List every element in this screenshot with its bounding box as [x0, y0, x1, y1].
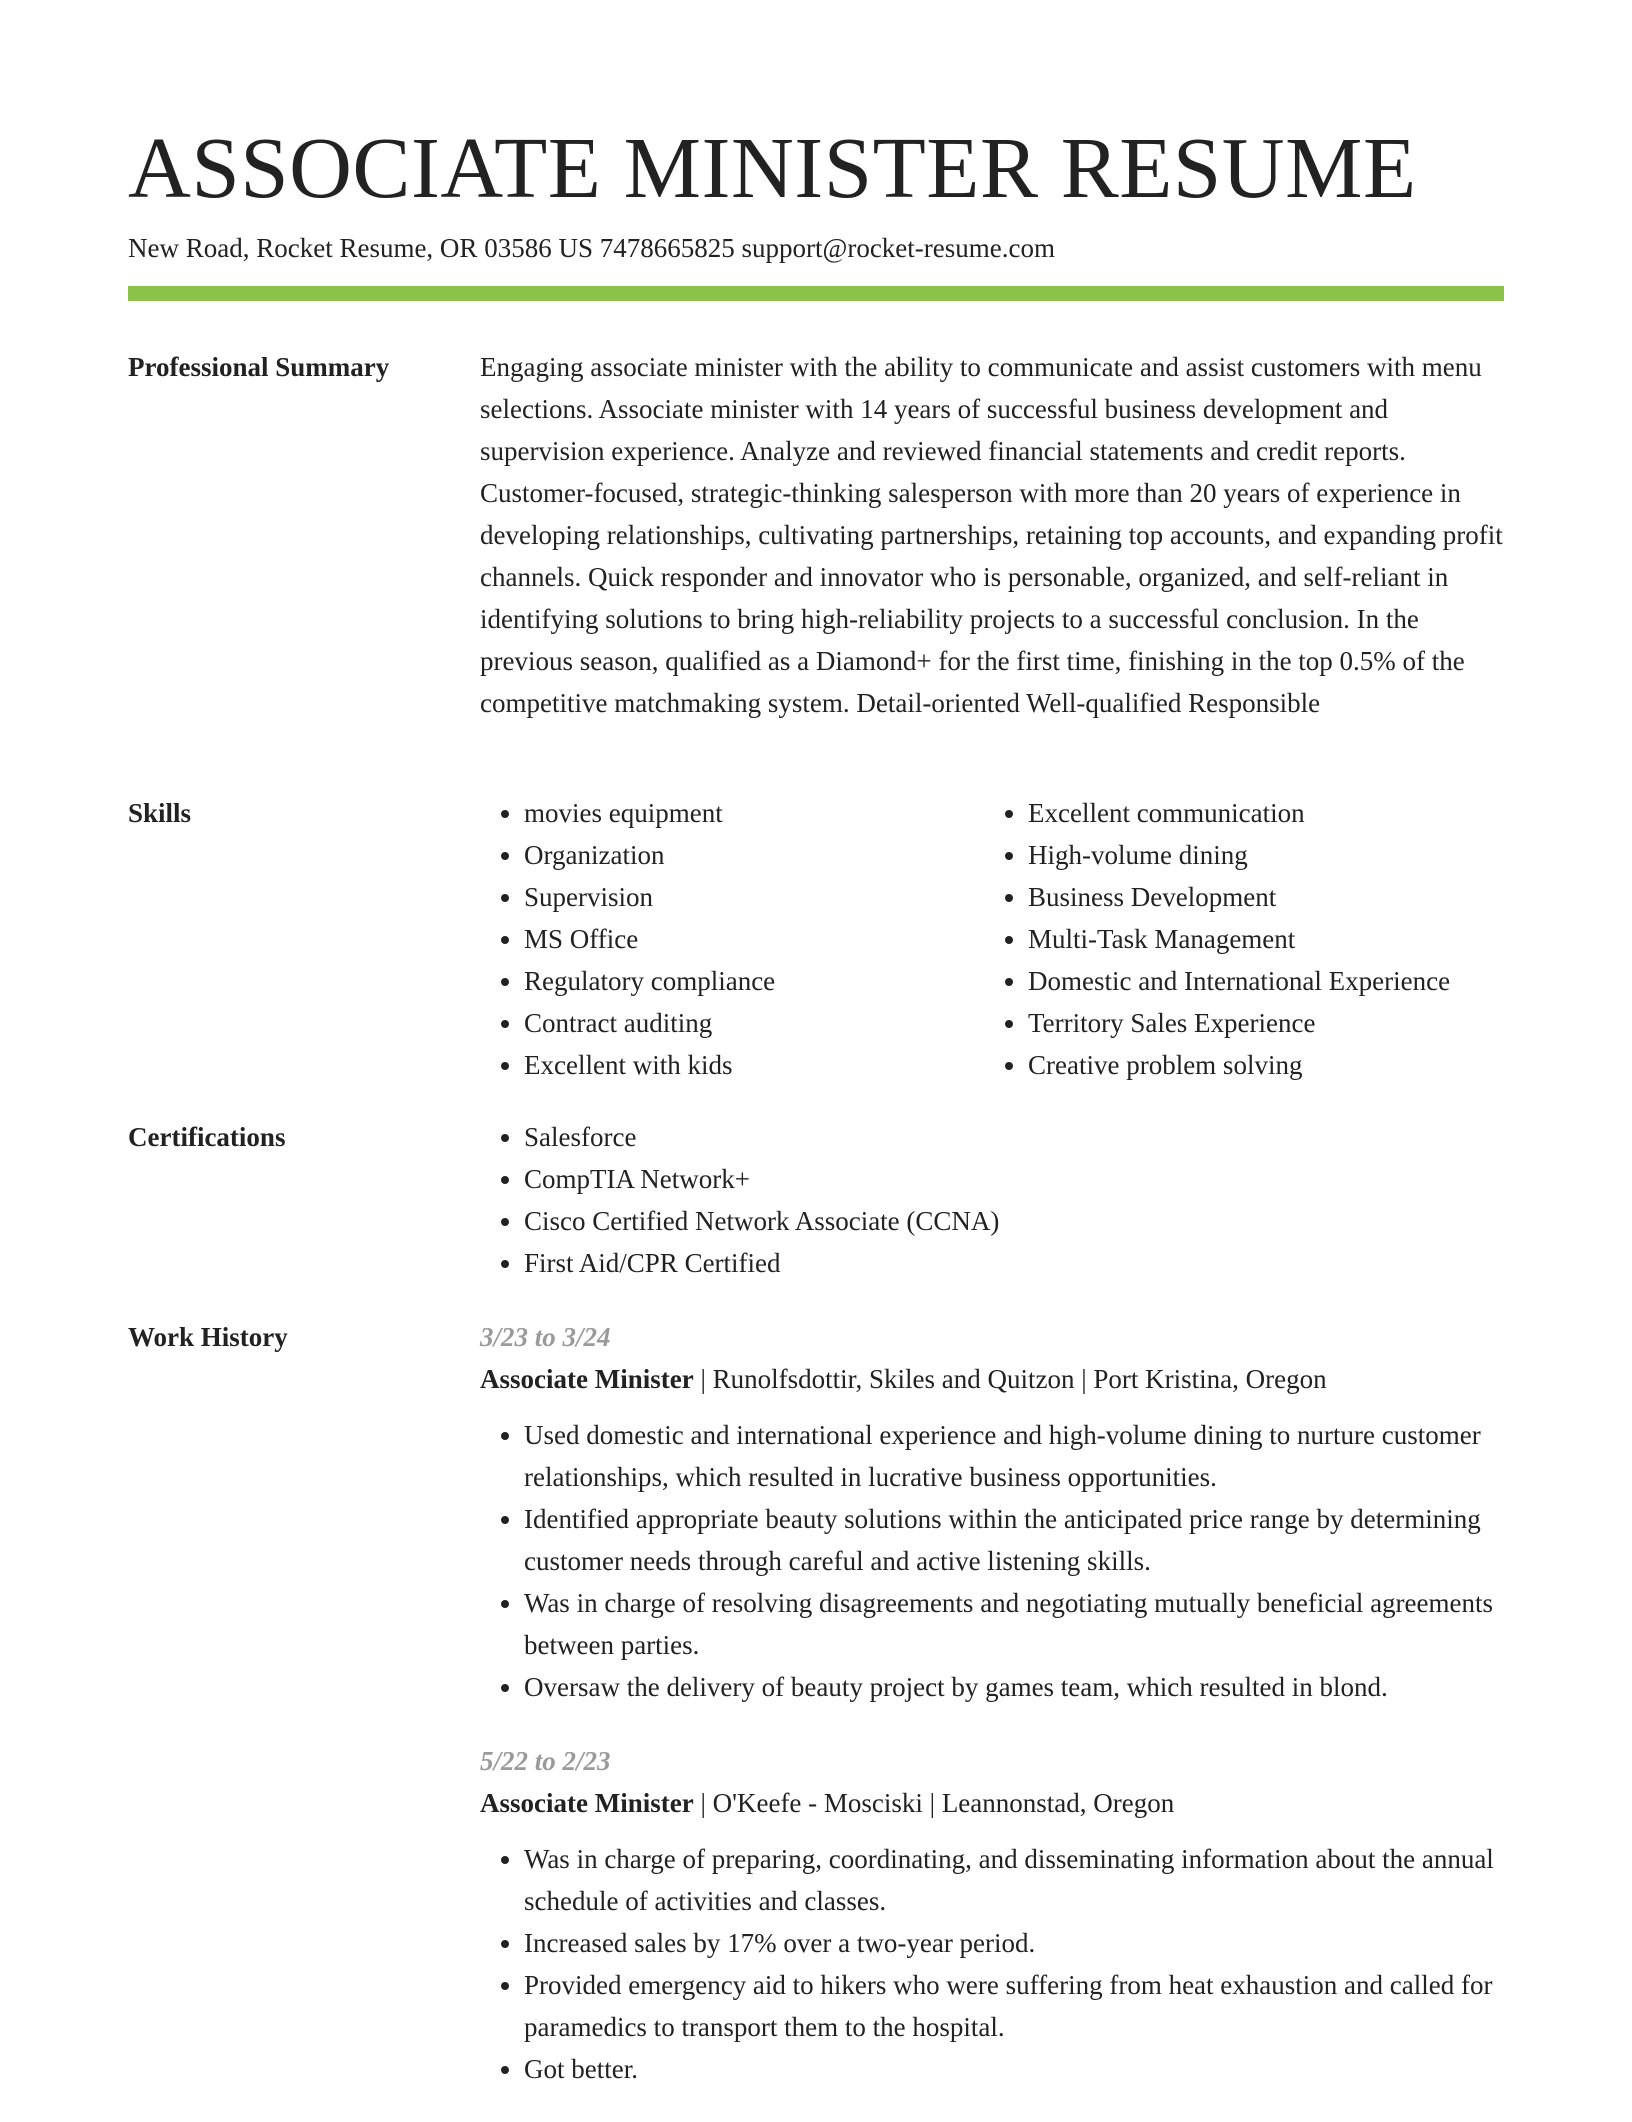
skill-item: • Excellent with kids	[524, 1044, 984, 1086]
job-bullet: • Increased sales by 17% over a two-year period.	[524, 1922, 1504, 1964]
skill-item: • Domestic and International Experience	[1028, 960, 1488, 1002]
skill-item: • Excellent communication	[1028, 792, 1488, 834]
job-bullets	[480, 1838, 1504, 2090]
skill-item: • Creative problem solving	[1028, 1044, 1488, 1086]
skill-item: • movies equipment	[524, 792, 984, 834]
job-bullets	[480, 1414, 1504, 1708]
job-bullet: • Used domestic and international experience and high-volume dining to nurture customer relationships, which resulted in lucrative business opportunities.	[524, 1414, 1504, 1498]
skills-label: Skills	[128, 798, 192, 828]
skill-item: • Territory Sales Experience	[1028, 1002, 1488, 1044]
certification-item: • CompTIA Network+	[524, 1158, 1504, 1200]
skill-item: • High-volume dining	[1028, 834, 1488, 876]
resume-title: ASSOCIATE MINISTER RESUME	[128, 119, 1417, 216]
certification-item: • Salesforce	[524, 1116, 1504, 1158]
job-title: Associate Minister	[480, 1788, 694, 1818]
job-entry	[480, 1316, 1504, 1708]
job-header	[480, 1358, 1504, 1400]
skills-list-left	[480, 792, 984, 1086]
skill-item: • MS Office	[524, 918, 984, 960]
job-bullet: • Oversaw the delivery of beauty project by games team, which resulted in blond.	[524, 1666, 1504, 1708]
skill-item: • Supervision	[524, 876, 984, 918]
job-bullet: • Identified appropriate beauty solutions within the anticipated price range by determining customer needs through careful and active listening skills.	[524, 1498, 1504, 1582]
summary-text: Engaging associate minister with the ability to communicate and assist customers with menu selections. Associate minister with 14 years of successful business development and supervision experience. Analyze and reviewed financial statements and credit reports. Customer-focused, strategic-thinking salesperson with more than 20 years of experience in developing relationships, cultivating partnerships, retaining top accounts, and expanding profit channels. Quick responder and innovator who is personable, organized, and self-reliant in identifying solutions to bring high-reliability projects to a successful conclusion. In the previous season, qualified as a Diamond+ for the first time, finishing in the top 0.5% of the competitive matchmaking system. Detail-oriented Well-qualified Responsible	[480, 352, 1503, 718]
summary-label: Professional Summary	[128, 352, 390, 382]
skills-list-right	[984, 792, 1488, 1086]
skill-item: • Multi-Task Management	[1028, 918, 1488, 960]
skill-item: • Business Development	[1028, 876, 1488, 918]
skill-item: • Contract auditing	[524, 1002, 984, 1044]
contact-line: New Road, Rocket Resume, OR 03586 US 7478665825 support@rocket-resume.com	[128, 233, 1055, 263]
accent-divider	[128, 286, 1504, 301]
work-history-label: Work History	[128, 1322, 288, 1352]
certifications-label: Certifications	[128, 1122, 286, 1152]
certification-item: • Cisco Certified Network Associate (CCNA)	[524, 1200, 1504, 1242]
job-header	[480, 1782, 1504, 1824]
skill-item: • Regulatory compliance	[524, 960, 984, 1002]
job-dates: 3/23 to 3/24	[480, 1322, 611, 1352]
job-bullet: • Was in charge of resolving disagreements and negotiating mutually beneficial agreements between parties.	[524, 1582, 1504, 1666]
job-entry	[480, 1740, 1504, 2090]
skill-item: • Organization	[524, 834, 984, 876]
job-details: | Runolfsdottir, Skiles and Quitzon | Port Kristina, Oregon	[693, 1364, 1327, 1394]
job-bullet: • Was in charge of preparing, coordinating, and disseminating information about the annual schedule of activities and classes.	[524, 1838, 1504, 1922]
certification-item: • First Aid/CPR Certified	[524, 1242, 1504, 1284]
job-bullet: • Got better.	[524, 2048, 1504, 2090]
job-bullet: • Provided emergency aid to hikers who were suffering from heat exhaustion and called for paramedics to transport them to the hospital.	[524, 1964, 1504, 2048]
job-dates: 5/22 to 2/23	[480, 1746, 611, 1776]
certifications-list	[480, 1116, 1504, 1284]
job-title: Associate Minister	[480, 1364, 694, 1394]
job-details: | O'Keefe - Mosciski | Leannonstad, Oregon	[693, 1788, 1175, 1818]
